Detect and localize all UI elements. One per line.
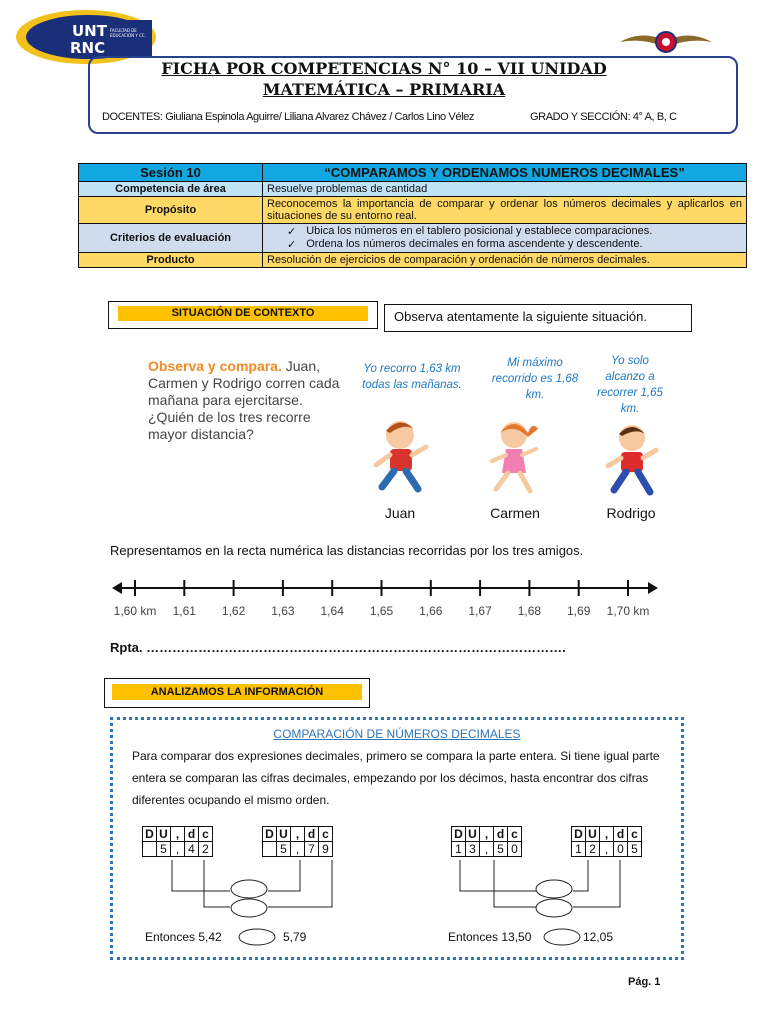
speech-carmen: Mi máximo recorrido es 1,68 km. xyxy=(491,357,579,401)
speech-juan: Yo recorro 1,63 km todas las mañanas. xyxy=(362,363,462,391)
criteria-item: Ubica los números en el tablero posicional y establece comparaciones. xyxy=(306,225,653,237)
logo-text: UNT xyxy=(72,22,107,40)
page-number: Pág. 1 xyxy=(628,976,661,988)
tick-label: 1,63 xyxy=(271,604,295,618)
example-left: Entonces 5,42 xyxy=(145,930,222,944)
place-digit: 7 xyxy=(305,842,319,857)
comparison-text: Para comparar dos expresiones decimales, primero se compara la parte entera. Si tiene igual parte entera se comparan las cifras decimales, empezando por los décimos, hasta encontrar dos cifras diferentes ocupando el mismo orden. xyxy=(132,749,660,807)
tick-label: 1,67 xyxy=(468,604,492,618)
place-digit: 4 xyxy=(185,842,199,857)
tick-label: 1,66 xyxy=(419,604,443,618)
place-digit: 5 xyxy=(157,842,171,857)
place-header: c xyxy=(628,827,642,842)
place-value-table xyxy=(262,826,333,857)
number-line-caption: Representamos en la recta numérica las distancias recorridas por los tres amigos. xyxy=(110,543,584,558)
place-header: d xyxy=(185,827,199,842)
analysis-label: ANALIZAMOS LA INFORMACIÓN xyxy=(112,684,362,700)
story-bold: Observa y compara. xyxy=(148,358,282,374)
tick-label: 1,69 xyxy=(567,604,591,618)
place-digit: 1 xyxy=(572,842,586,857)
session-title: “COMPARAMOS Y ORDENAMOS NUMEROS DECIMALES” xyxy=(263,164,747,182)
place-header: U xyxy=(466,827,480,842)
session-table xyxy=(78,163,747,268)
crest-logo xyxy=(618,26,714,58)
table-row xyxy=(79,164,747,182)
tick-label: 1,68 xyxy=(517,604,542,618)
place-digit: 0 xyxy=(614,842,628,857)
place-value-table xyxy=(451,826,522,857)
place-digit: , xyxy=(291,842,305,857)
speech-rodrigo: Yo solo alcanzo a recorrer 1,65 km. xyxy=(597,355,663,415)
place-digit: 0 xyxy=(508,842,522,857)
place-digit: 1 xyxy=(452,842,466,857)
table-row xyxy=(79,224,747,253)
row-value: Resolución de ejercicios de comparación y ordenación de números decimales. xyxy=(263,253,747,268)
place-value-table xyxy=(142,826,213,857)
place-header: D xyxy=(572,827,586,842)
table-row xyxy=(79,197,747,224)
tick-label: 1,64 xyxy=(320,604,344,618)
place-digit: 3 xyxy=(466,842,480,857)
svg-text:EDUCACIÓN Y CC.: EDUCACIÓN Y CC. xyxy=(110,33,146,38)
table-row xyxy=(79,182,747,197)
docentes-text: DOCENTES: Giuliana Espinola Aguirre/ Liliana Alvarez Chávez / Carlos Lino Vélez xyxy=(102,111,474,123)
example-right-right: 12,05 xyxy=(583,930,614,944)
place-header: , xyxy=(291,827,305,842)
grado-text: GRADO Y SECCIÓN: 4° A, B, C xyxy=(530,111,677,123)
juan-figure xyxy=(370,415,440,500)
rodrigo-figure xyxy=(598,418,668,503)
svg-text:RNC: RNC xyxy=(70,39,106,57)
place-header: D xyxy=(263,827,277,842)
place-header: U xyxy=(586,827,600,842)
place-digit: , xyxy=(480,842,494,857)
place-digit: 2 xyxy=(199,842,213,857)
tick-label: 1,60 km xyxy=(113,604,157,618)
place-header: d xyxy=(305,827,319,842)
place-header: D xyxy=(143,827,157,842)
page-title: FICHA POR COMPETENCIAS N° 10 – VII UNIDAD xyxy=(161,59,607,78)
kid-name-carmen: Carmen xyxy=(490,505,540,521)
story-rest: Juan, Carmen y Rodrigo corren cada mañana para ejercitarse. ¿Quién de los tres recorre mayor distancia? xyxy=(148,358,340,442)
context-label: SITUACIÓN DE CONTEXTO xyxy=(118,306,368,321)
place-digit: , xyxy=(171,842,185,857)
arrow-right-icon xyxy=(648,582,658,594)
row-label: Producto xyxy=(79,253,263,268)
place-digit: 5 xyxy=(628,842,642,857)
place-digit: 5 xyxy=(277,842,291,857)
place-digit: 5 xyxy=(494,842,508,857)
place-digit: 2 xyxy=(586,842,600,857)
place-value-table xyxy=(571,826,642,857)
story-text xyxy=(148,358,344,443)
kid-name-juan: Juan xyxy=(384,505,416,521)
criteria-item: Ordena los números decimales en forma ascendente y descendente. xyxy=(306,238,643,250)
number-line xyxy=(110,576,660,600)
carmen-figure xyxy=(480,415,550,500)
place-header: U xyxy=(277,827,291,842)
row-value: Reconocemos la importancia de comparar y ordenar los números decimales y aplicarlos en situaciones de su entorno real. xyxy=(263,197,747,224)
place-digit: , xyxy=(600,842,614,857)
tick-label: 1,70 km xyxy=(606,604,650,618)
place-header: d xyxy=(494,827,508,842)
logo-subtext: FACULTAD DE xyxy=(110,28,137,33)
kid-name-rodrigo: Rodrigo xyxy=(606,505,656,521)
row-label: Competencia de área xyxy=(79,182,263,197)
row-label: Criterios de evaluación xyxy=(79,224,263,253)
place-header: D xyxy=(452,827,466,842)
comparison-title: COMPARACIÓN DE NÚMEROS DECIMALES xyxy=(273,727,521,741)
page-subtitle: MATEMÁTICA – PRIMARIA xyxy=(262,80,506,99)
tick-label: 1,65 xyxy=(369,604,394,618)
place-header: c xyxy=(508,827,522,842)
place-header: U xyxy=(157,827,171,842)
instruction-box: Observa atentamente la siguiente situación. xyxy=(384,304,692,332)
place-header: c xyxy=(319,827,333,842)
place-header: , xyxy=(171,827,185,842)
row-label: Propósito xyxy=(79,197,263,224)
place-header: , xyxy=(480,827,494,842)
place-digit: 9 xyxy=(319,842,333,857)
arrow-left-icon xyxy=(112,582,122,594)
criteria-list xyxy=(263,224,747,253)
tick-label: 1,62 xyxy=(221,604,246,618)
check-icon: ✓ xyxy=(287,226,297,238)
check-icon: ✓ xyxy=(287,239,297,251)
row-value: Resuelve problemas de cantidad xyxy=(263,182,747,197)
table-row xyxy=(79,253,747,268)
session-label: Sesión 10 xyxy=(79,164,263,182)
example-right: Entonces 13,50 xyxy=(448,930,532,944)
example-left-right: 5,79 xyxy=(283,930,307,944)
tick-label: 1,61 xyxy=(172,604,196,618)
place-header: , xyxy=(600,827,614,842)
answer-line: Rpta. ……………………………………………………………………………………. xyxy=(110,640,566,655)
place-header: d xyxy=(614,827,628,842)
place-header: c xyxy=(199,827,213,842)
